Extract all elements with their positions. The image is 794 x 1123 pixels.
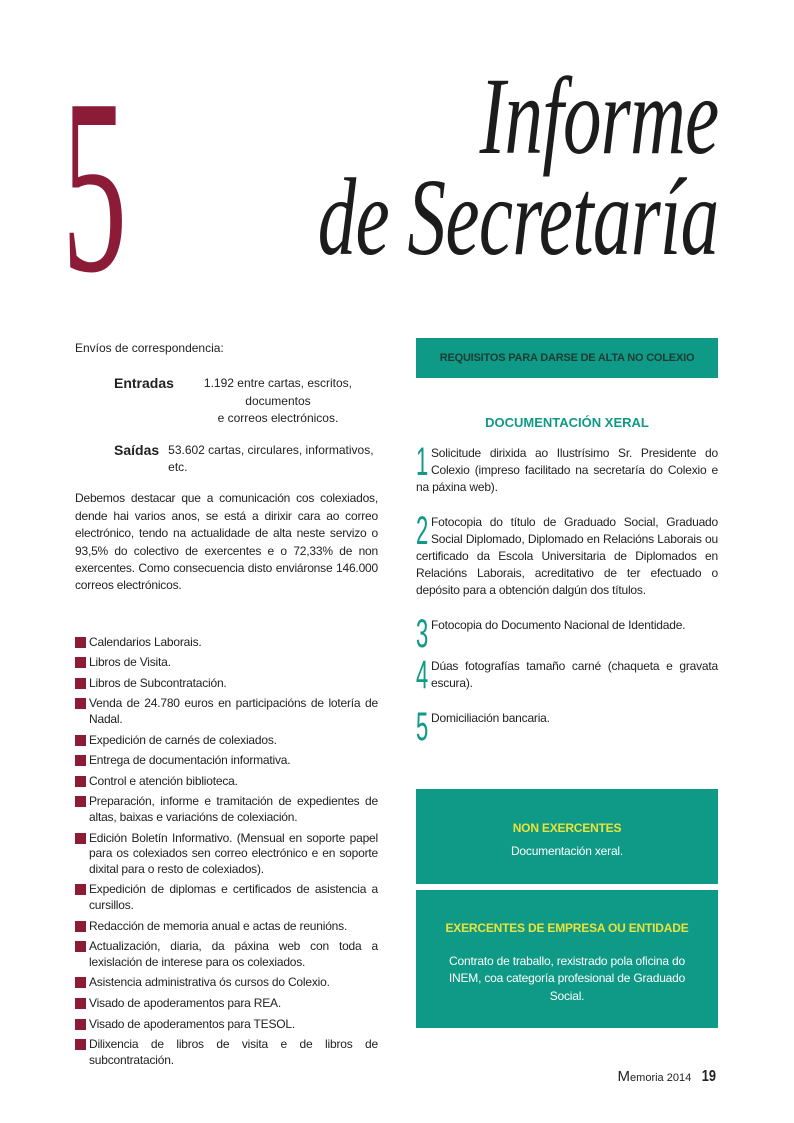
saidas-label: Saídas <box>114 441 160 458</box>
bullet-square-icon <box>75 776 86 787</box>
requirement-item <box>416 440 718 496</box>
left-column <box>75 340 378 1073</box>
requirement-item <box>416 705 718 750</box>
list-item: Dilixencia de libros de visita e de libros de subcontratación. <box>75 1037 378 1068</box>
bullet-square-icon <box>75 755 86 766</box>
requirement-text: Dúas fotografías tamaño carné (chaqueta e gravata escura). <box>431 659 718 691</box>
list-item: Entrega de documentación informativa. <box>75 753 378 769</box>
list-item: Expedición de carnés de colexiados. <box>75 733 378 749</box>
title-line-2: de Secretaría <box>317 156 718 279</box>
documentation-title: DOCUMENTACIÓN XERAL <box>485 415 649 430</box>
list-item: Calendarios Laborais. <box>75 635 378 651</box>
requirement-number: 2 <box>416 509 429 554</box>
bullet-square-icon <box>75 698 86 709</box>
bullet-square-icon <box>75 921 86 932</box>
footer-label <box>618 1068 692 1085</box>
bullet-square-icon <box>75 678 86 689</box>
requirement-number: 4 <box>416 653 429 698</box>
bullet-square-icon <box>75 977 86 988</box>
bullet-square-icon <box>75 1039 86 1050</box>
non-exercentes-text: Documentación xeral. <box>510 844 624 858</box>
list-item: Visado de apoderamentos para TESOL. <box>75 1017 378 1033</box>
exercentes-empresa-title: EXERCENTES DE EMPRESA OU ENTIDADE <box>445 921 689 935</box>
list-item: Control e atención biblioteca. <box>75 774 378 790</box>
bullet-square-icon <box>75 884 86 895</box>
requirement-item <box>416 612 718 657</box>
bullet-square-icon <box>75 637 86 648</box>
requirements-header: REQUISITOS PARA DARSE DE ALTA NO COLEXIO <box>416 338 718 378</box>
requirement-text: Domiciliación bancaria. <box>431 711 550 726</box>
correspondence-heading: Envíos de correspondencia: <box>75 341 224 355</box>
right-column <box>416 338 718 750</box>
list-item: Visado de apoderamentos para REA. <box>75 996 378 1012</box>
bullet-square-icon <box>75 796 86 807</box>
bullet-square-icon <box>75 1019 86 1030</box>
list-item: Expedición de diplomas e certificados de asistencia a cursillos. <box>75 882 378 913</box>
list-item: Preparación, informe e tramitación de expedientes de altas, baixas e variacións de colexiación. <box>75 794 378 825</box>
bullet-square-icon <box>75 833 86 844</box>
list-item: Libros de Visita. <box>75 655 378 671</box>
requirement-number: 3 <box>416 612 429 657</box>
requirement-item <box>416 509 718 599</box>
list-item: Libros de Subcontratación. <box>75 676 378 692</box>
bullet-square-icon <box>75 941 86 952</box>
bullet-square-icon <box>75 998 86 1009</box>
non-exercentes-box <box>416 789 718 884</box>
list-item: Actualización, diaria, da páxina web con toda a lexislación de interese para os colexiados. <box>75 939 378 970</box>
footer-label-rest: emoria 2014 <box>630 1072 692 1084</box>
title-line-1: Informe <box>479 55 718 177</box>
requirement-text: Fotocopia do Documento Nacional de Identidade. <box>431 618 686 633</box>
exercentes-empresa-box <box>416 890 718 1028</box>
requirement-item <box>416 653 718 698</box>
list-item: Asistencia administrativa ós cursos do Colexio. <box>75 975 378 991</box>
entradas-text-2: e correos electrónicos. <box>217 411 339 426</box>
bullet-square-icon <box>75 735 86 746</box>
entradas-label: Entradas <box>114 375 174 392</box>
requirement-text: Solicitude dirixida ao Ilustrísimo Sr. Presidente do Colexio (impreso facilitado na secretaría do Colexio e na páxina web). <box>416 446 718 495</box>
page-number: 19 <box>701 1068 717 1085</box>
exercentes-empresa-text: Contrato de traballo, rexistrado pola oficina do INEM, coa categoría profesional de Graduado Social. <box>448 954 686 1003</box>
page-footer <box>618 1068 718 1086</box>
requirement-text: Fotocopia do título de Graduado Social, Graduado Social Diplomado, Diplomado en Relacións Laborais ou certificado da Escola Universitaria de Diplomados en Relacións Laborais, acreditativo de ter efectuado o depósito para a obtención dalgún dos títulos. <box>416 515 718 598</box>
task-list <box>75 635 378 1069</box>
entradas-row <box>114 373 378 427</box>
requirement-number: 5 <box>416 705 429 750</box>
non-exercentes-title: NON EXERCENTES <box>512 821 622 835</box>
page-title <box>146 55 718 279</box>
requirement-number: 1 <box>416 440 429 484</box>
entradas-text-1: 1.192 entre cartas, escritos, documentos <box>203 376 352 408</box>
saidas-row <box>114 440 378 477</box>
bullet-square-icon <box>75 657 86 668</box>
list-item: Venda de 24.780 euros en participacións de lotería de Nadal. <box>75 696 378 727</box>
list-item: Redacción de memoria anual e actas de reunións. <box>75 919 378 935</box>
saidas-text: 53.602 cartas, circulares, informativos, etc. <box>168 442 374 474</box>
footer-initial: M <box>617 1068 631 1085</box>
chapter-number: 5 <box>62 48 127 325</box>
list-item: Edición Boletín Informativo. (Mensual en soporte papel para os colexiados sen correo electrónico e en soporte dixital para o resto de colexiados). <box>75 831 378 878</box>
correspondence-paragraph: Debemos destacar que a comunicación cos colexiados, dende hai varios anos, se está a dirixir cara ao correo electrónico, tendo na actualidade de alta neste servizo o 93,5% do colectivo de exercentes e o 72,33% de non exercentes. Como consecuencia disto enviáronse 146.000 correos electrónicos. <box>75 491 378 593</box>
